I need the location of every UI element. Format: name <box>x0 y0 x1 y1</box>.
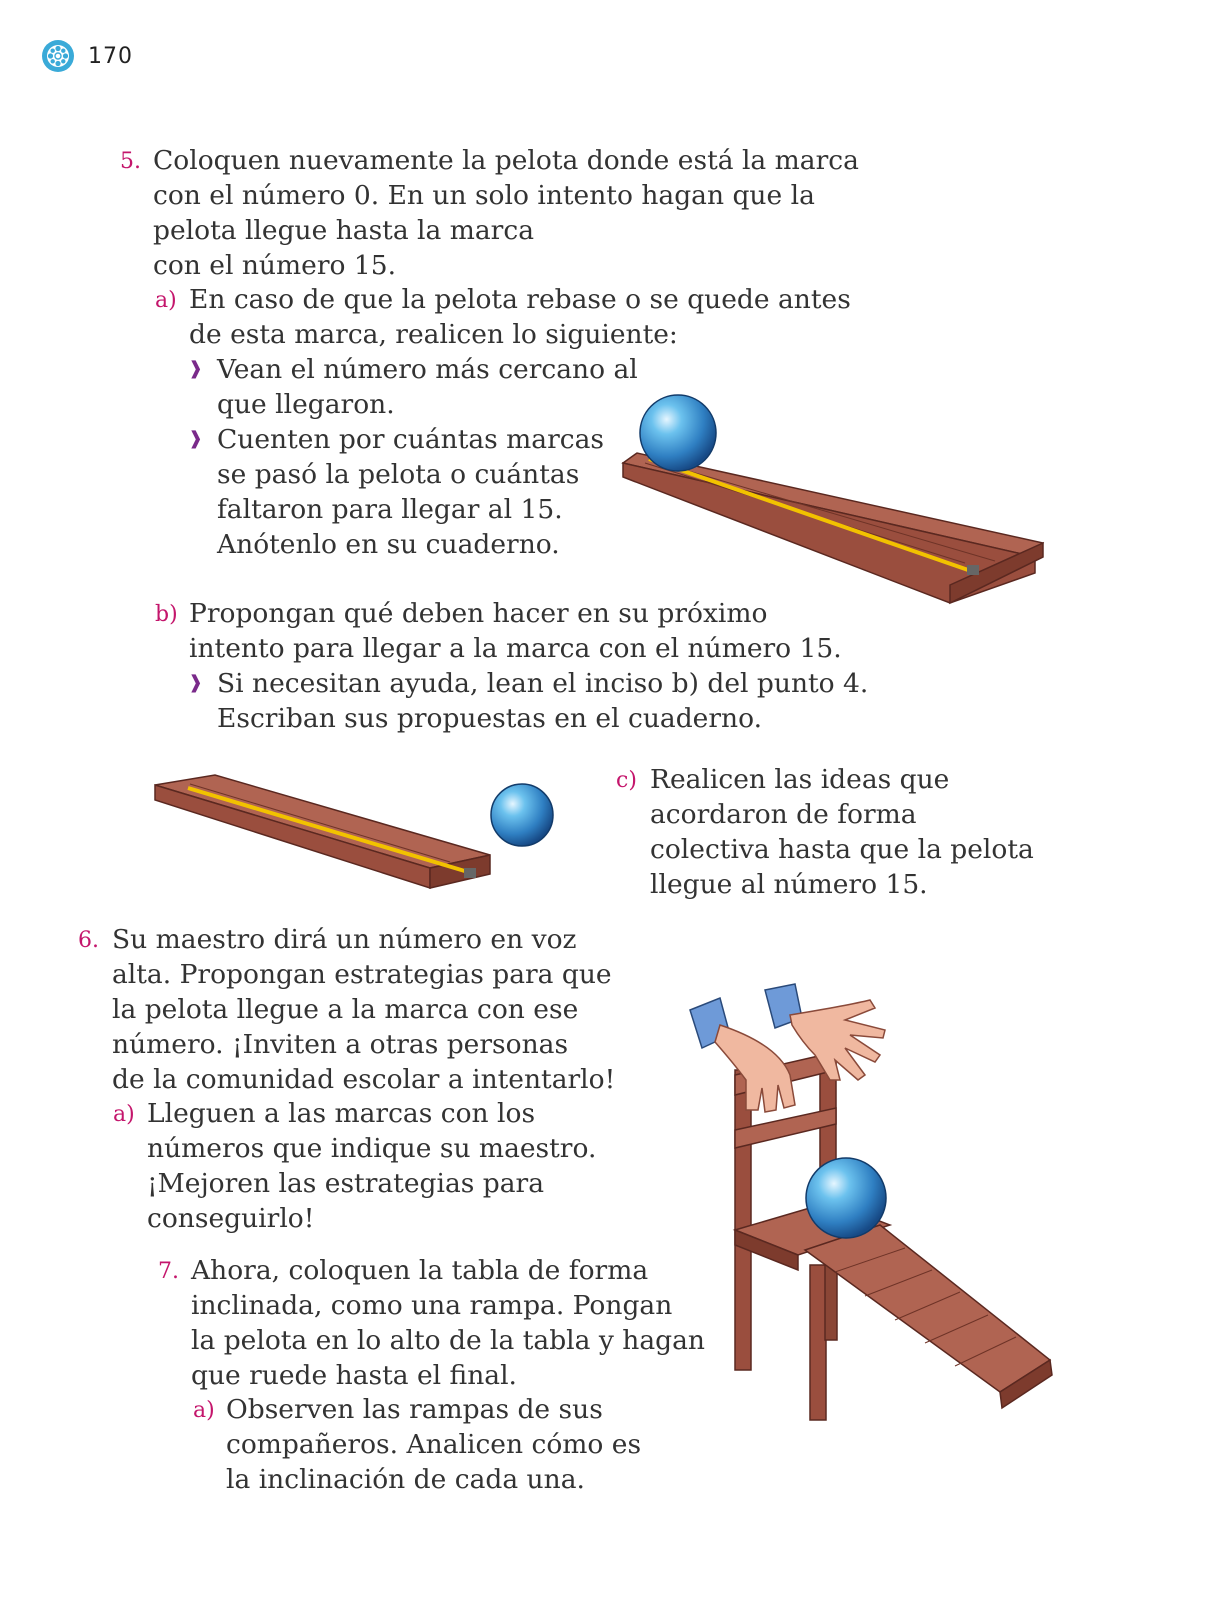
question-7-number: 7. <box>158 1259 179 1284</box>
question-5-line-3: pelota llegue hasta la marca <box>153 215 534 246</box>
question-5-line-4: con el número 15. <box>153 250 397 281</box>
page-header <box>40 38 133 74</box>
question-5b-line-1: Propongan qué deben hacer en su próximo <box>189 598 768 629</box>
question-5b-letter: b) <box>155 602 178 627</box>
question-5a-bullet-2-line-4: Anótenlo en su cuaderno. <box>217 529 560 560</box>
question-6a-line-4: conseguirlo! <box>147 1203 315 1234</box>
question-5a-letter: a) <box>155 288 177 313</box>
question-5c-line-2: acordaron de forma <box>650 799 917 830</box>
board-with-ball-illustration <box>150 770 560 905</box>
question-5a-bullet-2-line-2: se pasó la pelota o cuántas <box>217 459 580 490</box>
question-5c-line-3: colectiva hasta que la pelota <box>650 834 1034 865</box>
question-5a-bullet-2-line-3: faltaron para llegar al 15. <box>217 494 563 525</box>
question-6-number: 6. <box>78 928 99 953</box>
question-5c-line-4: llegue al número 15. <box>650 869 928 900</box>
question-7-line-1: Ahora, coloquen la tabla de forma <box>191 1255 649 1286</box>
question-6-line-3: la pelota llegue a la marca con ese <box>112 994 579 1025</box>
ball-on-board-illustration <box>615 385 1055 610</box>
question-6a-line-2: números que indique su maestro. <box>147 1133 597 1164</box>
question-5b-line-2: intento para llegar a la marca con el número 15. <box>189 633 842 664</box>
question-5c-letter: c) <box>616 768 637 793</box>
question-6-line-2: alta. Propongan estrategias para que <box>112 959 612 990</box>
question-6a-letter: a) <box>113 1102 135 1127</box>
question-6-line-5: de la comunidad escolar a intentarlo! <box>112 1064 616 1095</box>
question-6a-line-1: Lleguen a las marcas con los <box>147 1098 536 1129</box>
chair-ramp-illustration <box>680 980 1060 1440</box>
question-5a-bullet-1-line-2: que llegaron. <box>217 389 395 420</box>
question-5b-bullet-1-line-2: Escriban sus propuestas en el cuaderno. <box>217 703 762 734</box>
flower-icon <box>40 38 76 74</box>
question-7-line-4: que ruede hasta el final. <box>191 1360 517 1391</box>
question-5a-bullet-2-line-1: Cuenten por cuántas marcas <box>217 424 605 455</box>
question-6a-line-3: ¡Mejoren las estrategias para <box>147 1168 544 1199</box>
bullet-icon: ❱ <box>188 358 204 379</box>
question-5a-line-1: En caso de que la pelota rebase o se quede antes <box>189 284 851 315</box>
question-7a-line-3: la inclinación de cada una. <box>226 1464 585 1495</box>
page-number: 170 <box>88 43 133 69</box>
bullet-icon: ❱ <box>188 672 204 693</box>
question-7a-line-1: Observen las rampas de sus <box>226 1394 603 1425</box>
question-6-line-4: número. ¡Inviten a otras personas <box>112 1029 569 1060</box>
question-7-line-2: inclinada, como una rampa. Pongan <box>191 1290 673 1321</box>
bullet-icon: ❱ <box>188 428 204 449</box>
question-5c-line-1: Realicen las ideas que <box>650 764 950 795</box>
question-7a-line-2: compañeros. Analicen cómo es <box>226 1429 642 1460</box>
question-5-number: 5. <box>120 149 141 174</box>
question-5-line-1: Coloquen nuevamente la pelota donde está la marca <box>153 145 859 176</box>
question-7-line-3: la pelota en lo alto de la tabla y hagan <box>191 1325 705 1356</box>
question-5a-line-2: de esta marca, realicen lo siguiente: <box>189 319 678 350</box>
question-5-line-2: con el número 0. En un solo intento hagan que la <box>153 180 815 211</box>
question-5a-bullet-1-line-1: Vean el número más cercano al <box>217 354 638 385</box>
question-5b-bullet-1-line-1: Si necesitan ayuda, lean el inciso b) del punto 4. <box>217 668 869 699</box>
question-7a-letter: a) <box>193 1398 215 1423</box>
question-6-line-1: Su maestro dirá un número en voz <box>112 924 577 955</box>
